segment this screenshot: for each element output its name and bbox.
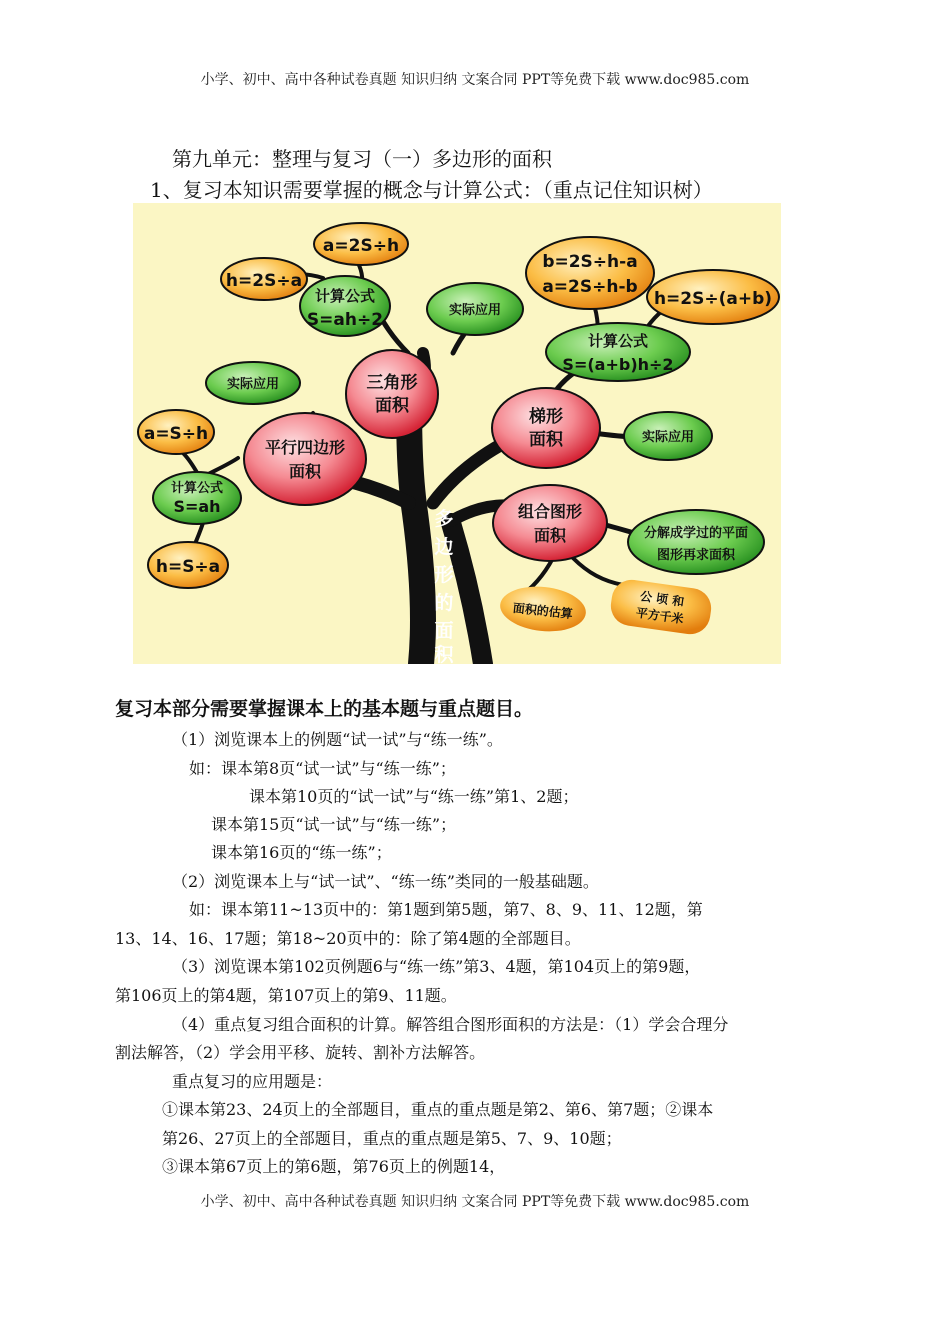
trapezoid-application-label: 实际应用 — [641, 430, 695, 445]
trunk-char: 积 — [434, 644, 454, 664]
triangle-area-label: 三角形 — [366, 373, 418, 393]
review-heading: 复习本部分需要掌握课本上的基本题与重点题目。 — [115, 698, 534, 720]
trapezoid-formula-value: S=(a+b)h÷2 — [562, 355, 674, 374]
document-subtitle: 1、复习本知识需要掌握的概念与计算公式：（重点记住知识树） — [150, 178, 713, 202]
review-line: 课本第15页“试一试”与“练一练”； — [211, 815, 457, 834]
trunk-char: 面 — [434, 620, 454, 642]
trunk-char: 形 — [434, 564, 454, 586]
trunk-char: 的 — [434, 592, 454, 614]
parallelogram-area-label: 平行四边形 — [264, 438, 346, 457]
review-line: 如：课本第8页“试一试”与“练一练”； — [189, 759, 456, 778]
review-line: 重点复习的应用题是： — [172, 1072, 333, 1091]
knowledge-tree — [133, 203, 781, 664]
triangle-area-node — [346, 350, 438, 438]
triangle-application-label: 实际应用 — [448, 303, 502, 318]
review-line: 课本第10页的“试一试”与“练一练”第1、2题； — [249, 787, 579, 806]
trapezoid-formula-label: 计算公式 — [587, 332, 649, 350]
triangle-formula-label: 计算公式 — [314, 287, 376, 305]
triangle-derived-formula: h=2S÷a — [225, 271, 303, 291]
composite-area-label: 面积 — [533, 526, 567, 545]
parallelogram-area-node — [244, 413, 366, 505]
trunk-char: 多 — [434, 508, 454, 530]
trapezoid-area-label: 梯形 — [529, 407, 563, 427]
review-line: ①课本第23、24页上的全部题目，重点的重点题是第2、第6、第7题；②课本 — [162, 1100, 714, 1119]
review-line: ③课本第67页上的第6题，第76页上的例题14， — [162, 1157, 506, 1176]
parallelogram-formula-label: 计算公式 — [170, 481, 224, 496]
review-line: 如：课本第11~13页中的：第1题到第5题，第7、8、9、11、12题，第 — [189, 900, 703, 919]
parallelogram-application-label: 实际应用 — [226, 377, 280, 392]
trunk-char: 边 — [434, 536, 454, 558]
composite-area-node — [493, 485, 607, 561]
review-line: 第26、27页上的全部题目，重点的重点题是第5、7、9、10题； — [162, 1129, 622, 1148]
parallelogram-area-label: 面积 — [288, 462, 322, 481]
composite-method-node — [628, 510, 764, 574]
review-line: （1）浏览课本上的例题“试一试”与“练一练”。 — [172, 730, 503, 749]
composite-method-label: 分解成学过的平面 — [643, 526, 749, 541]
document-title: 第九单元：整理与复习（一）多边形的面积 — [172, 147, 552, 171]
parallelogram-derived-formula: h=S÷a — [155, 557, 221, 577]
review-line: 割法解答，（2）学会用平移、旋转、割补方法解答。 — [115, 1043, 486, 1062]
review-line: 课本第16页的“练一练”； — [211, 843, 392, 862]
trapezoid-area-node — [492, 388, 600, 468]
area-units-label: 公 顷 和 — [639, 589, 686, 610]
trapezoid-derived-formula: a=2S÷h-b — [542, 277, 638, 297]
trapezoid-derived-formula: h=2S÷(a+b) — [653, 289, 773, 309]
parallelogram-derived-formula: a=S÷h — [143, 424, 209, 444]
triangle-formula-value: S=ah÷2 — [306, 310, 384, 330]
page-header: 小学、初中、高中各种试卷真题 知识归纳 文案合同 PPT等免费下载 www.doc985.com — [200, 72, 750, 88]
area-units-label: 平方千米 — [634, 605, 685, 627]
review-line: （3）浏览课本第102页例题6与“练一练”第3、4题，第104页上的第9题， — [172, 957, 701, 976]
review-line: （4）重点复习组合面积的计算。解答组合图形面积的方法是：（1）学会合理分 — [172, 1015, 729, 1034]
composite-method-label: 图形再求面积 — [656, 548, 736, 563]
trapezoid-derived-node — [526, 237, 654, 309]
triangle-derived-formula: a=2S÷h — [322, 236, 400, 256]
triangle-area-label: 面积 — [375, 396, 409, 416]
page-footer: 小学、初中、高中各种试卷真题 知识归纳 文案合同 PPT等免费下载 www.doc985.com — [200, 1194, 750, 1210]
parallelogram-formula-value: S=ah — [173, 497, 221, 516]
area-estimate-label: 面积的估算 — [512, 600, 574, 622]
review-line: 13、14、16、17题；第18~20页中的：除了第4题的全部题目。 — [115, 929, 581, 948]
review-line: 第106页上的第4题，第107页上的第9、11题。 — [115, 986, 457, 1005]
trapezoid-derived-formula: b=2S÷h-a — [542, 252, 638, 272]
composite-area-label: 组合图形 — [517, 502, 583, 521]
review-line: （2）浏览课本上与“试一试”、“练一练”类同的一般基础题。 — [172, 872, 599, 891]
trapezoid-area-label: 面积 — [529, 430, 563, 450]
